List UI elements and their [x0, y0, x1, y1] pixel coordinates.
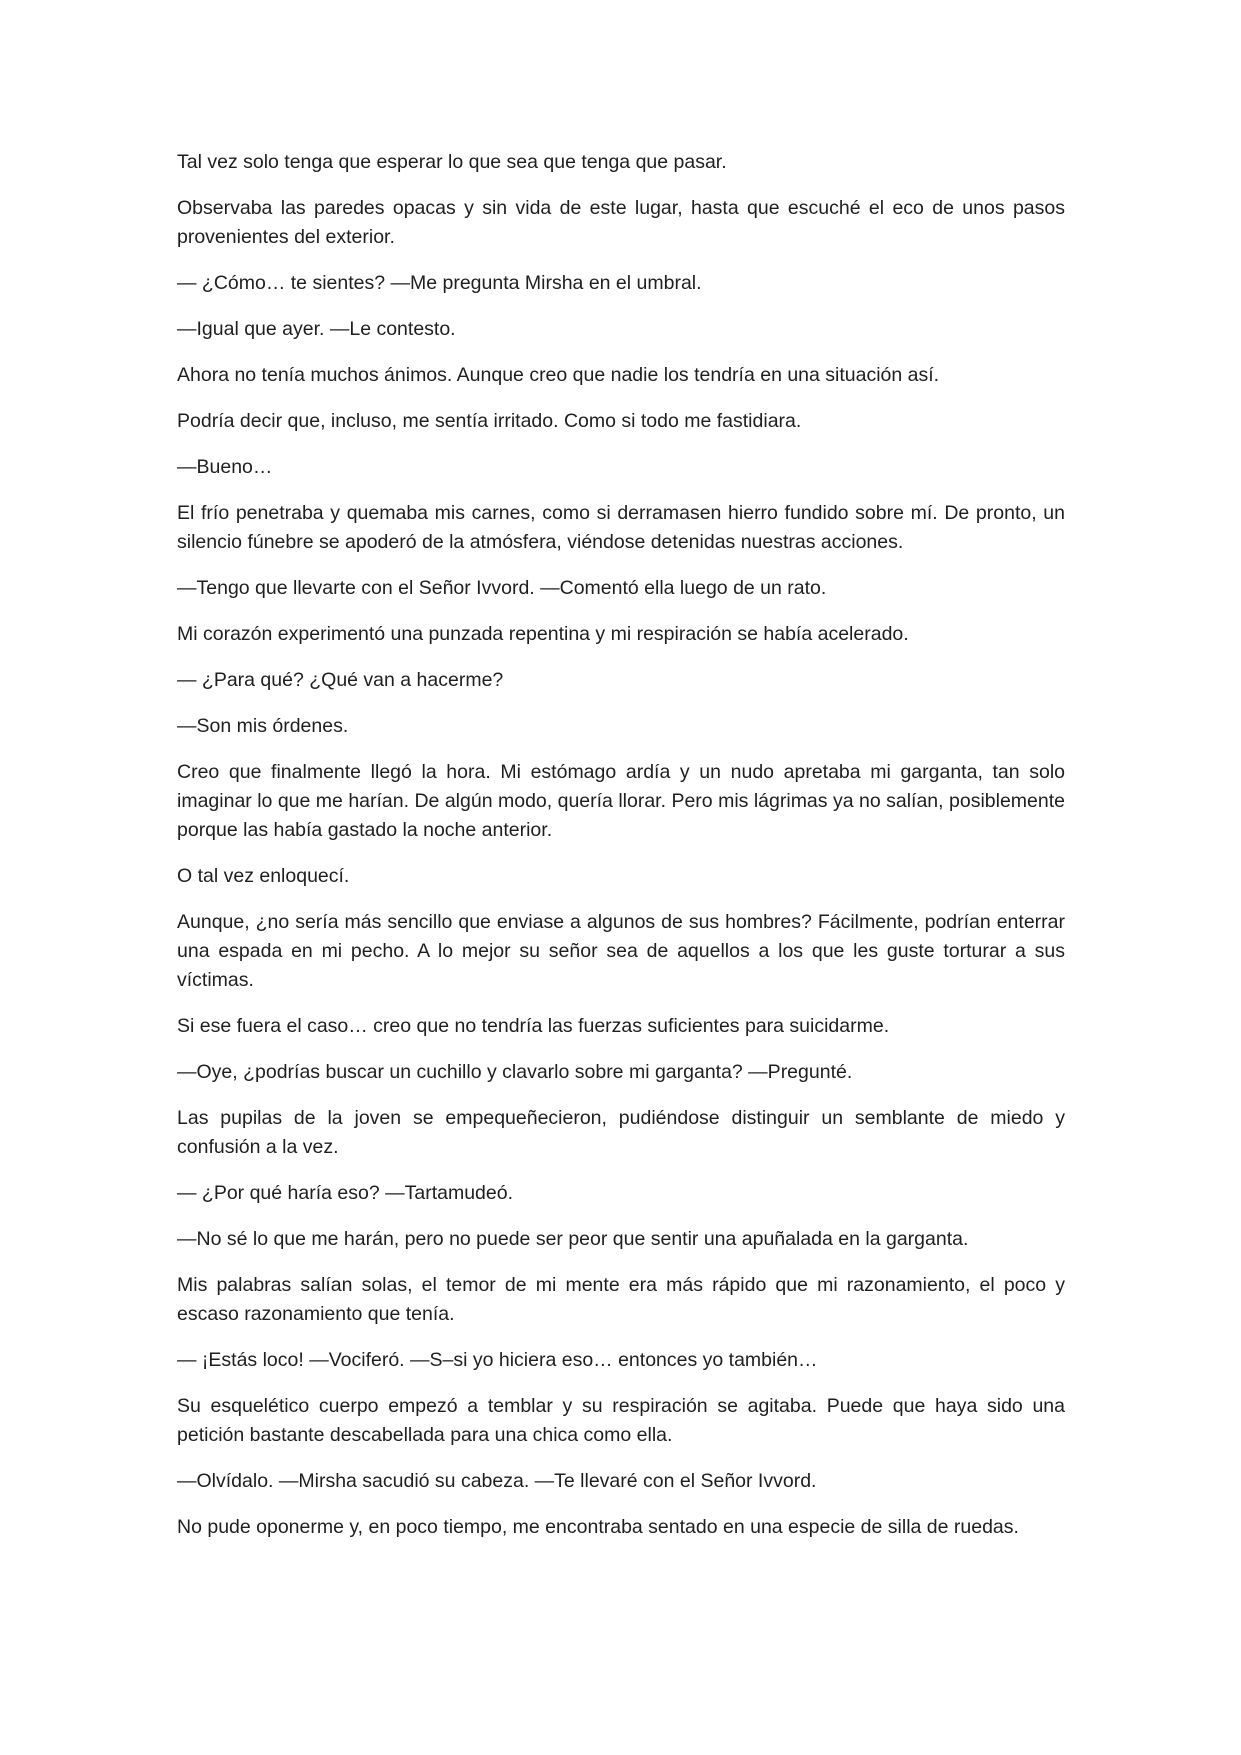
- paragraph-24: —Olvídalo. —Mirsha sacudió su cabeza. —Te llevaré con el Señor Ivvord.: [177, 1470, 817, 1492]
- paragraph-12: —Son mis órdenes.: [177, 715, 349, 737]
- paragraph-15: Aunque, ¿no sería más sencillo que enviase a algunos de sus hombres? Fácilmente, podrían enterrar una espada en mi pecho. A lo mejor su señor sea de aquellos a los que les guste torturar a sus víctimas.: [177, 911, 1065, 991]
- paragraph-9: —Tengo que llevarte con el Señor Ivvord. —Comentó ella luego de un rato.: [177, 577, 827, 599]
- paragraph-16: Si ese fuera el caso… creo que no tendría las fuerzas suficientes para suicidarme.: [177, 1015, 890, 1037]
- paragraph-5: Ahora no tenía muchos ánimos. Aunque creo que nadie los tendría en una situación así.: [177, 364, 940, 386]
- paragraph-21: Mis palabras salían solas, el temor de mi mente era más rápido que mi razonamiento, el poco y escaso razonamiento que tenía.: [177, 1274, 1065, 1325]
- paragraph-17: —Oye, ¿podrías buscar un cuchillo y clavarlo sobre mi garganta? —Pregunté.: [177, 1061, 853, 1083]
- paragraph-2: Observaba las paredes opacas y sin vida de este lugar, hasta que escuché el eco de unos pasos provenientes del exterior.: [177, 197, 1065, 248]
- paragraph-13: Creo que finalmente llegó la hora. Mi estómago ardía y un nudo apretaba mi garganta, tan solo imaginar lo que me harían. De algún modo, quería llorar. Pero mis lágrimas ya no salían, posiblemente porque las había gastado la noche anterior.: [177, 761, 1065, 841]
- paragraph-6: Podría decir que, incluso, me sentía irritado. Como si todo me fastidiara.: [177, 410, 802, 432]
- paragraph-23: Su esquelético cuerpo empezó a temblar y su respiración se agitaba. Puede que haya sido una petición bastante descabellada para una chica como ella.: [177, 1395, 1065, 1446]
- paragraph-19: — ¿Por qué haría eso? —Tartamudeó.: [177, 1182, 514, 1204]
- paragraph-11: — ¿Para qué? ¿Qué van a hacerme?: [177, 669, 504, 691]
- paragraph-14: O tal vez enloquecí.: [177, 865, 350, 887]
- paragraph-20: —No sé lo que me harán, pero no puede ser peor que sentir una apuñalada en la garganta.: [177, 1228, 969, 1250]
- body-text: [177, 148, 1065, 1559]
- paragraph-10: Mi corazón experimentó una punzada repentina y mi respiración se había acelerado.: [177, 623, 909, 645]
- paragraph-22: — ¡Estás loco! —Vociferó. —S–si yo hiciera eso… entonces yo también…: [177, 1349, 818, 1371]
- paragraph-25: No pude oponerme y, en poco tiempo, me encontraba sentado en una especie de silla de ruedas.: [177, 1516, 1019, 1538]
- paragraph-1: Tal vez solo tenga que esperar lo que sea que tenga que pasar.: [177, 151, 727, 173]
- paragraph-18: Las pupilas de la joven se empequeñecieron, pudiéndose distinguir un semblante de miedo y confusión a la vez.: [177, 1107, 1065, 1158]
- paragraph-8: El frío penetraba y quemaba mis carnes, como si derramasen hierro fundido sobre mí. De pronto, un silencio fúnebre se apoderó de la atmósfera, viéndose detenidas nuestras acciones.: [177, 502, 1065, 553]
- paragraph-4: —Igual que ayer. —Le contesto.: [177, 318, 456, 340]
- paragraph-3: — ¿Cómo… te sientes? —Me pregunta Mirsha en el umbral.: [177, 272, 702, 294]
- paragraph-7: —Bueno…: [177, 456, 273, 478]
